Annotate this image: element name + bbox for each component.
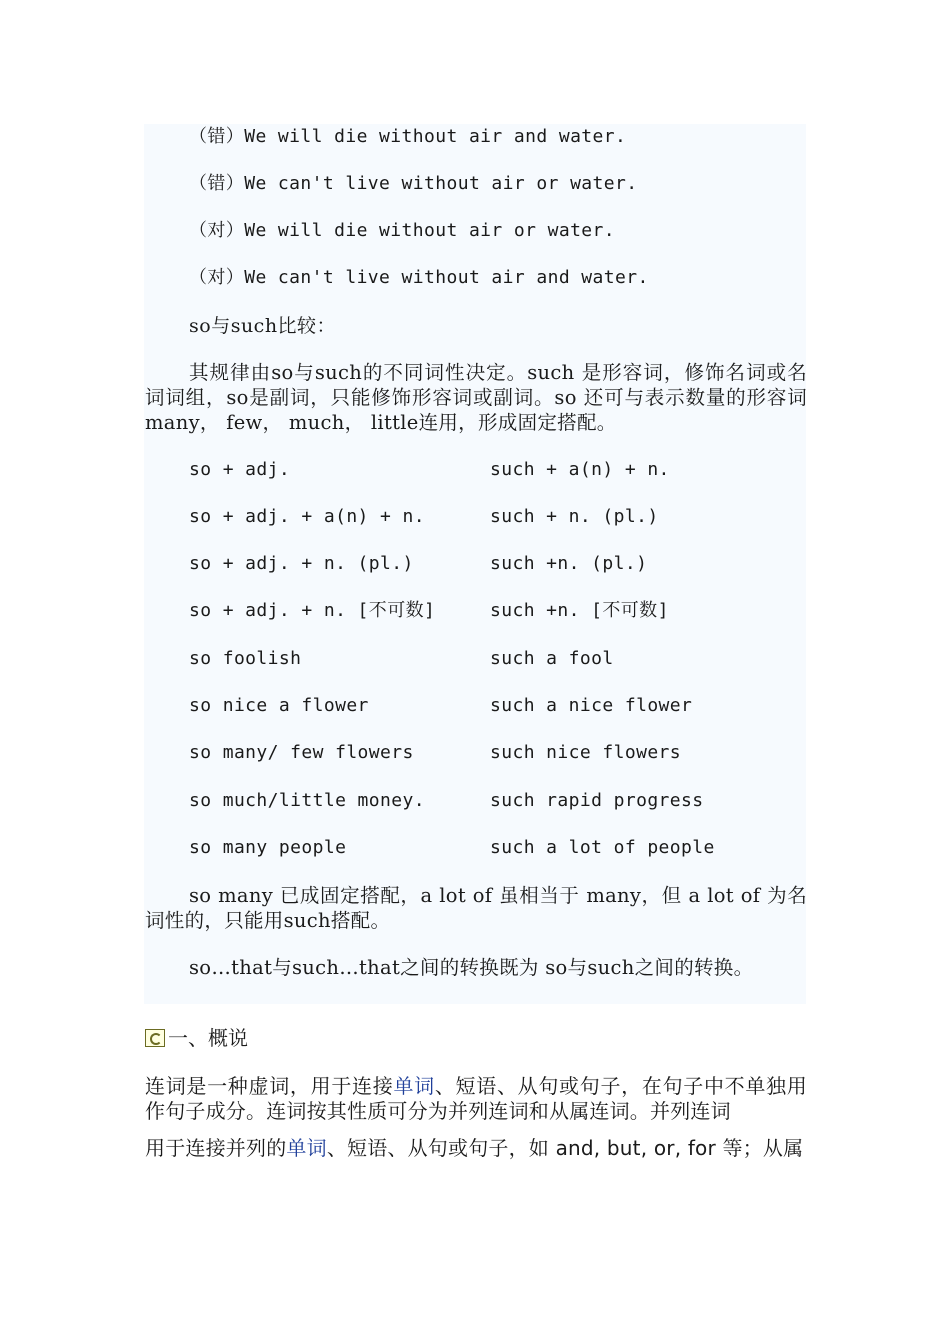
mark-wrong: （错） xyxy=(189,126,245,147)
such-example: such a nice flower xyxy=(490,695,693,716)
mark-wrong: （错） xyxy=(189,173,245,194)
mark-right: （对） xyxy=(189,220,245,241)
example-text: We can't live without air and water. xyxy=(244,267,649,288)
word-link[interactable]: 单词 xyxy=(286,1136,327,1160)
example-text: We can't live without air or water. xyxy=(244,173,638,194)
so-pattern: so + adj. xyxy=(189,459,291,480)
so-pattern: so + adj. + n. (pl.) xyxy=(189,553,414,574)
note-paragraph: so many 已成固定搭配，a lot of 虽相当于 many，但 a lot of 为名词性的，只能用such搭配。 xyxy=(145,884,807,932)
so-example: so foolish xyxy=(189,648,302,669)
compare-title: so与such比较： xyxy=(189,315,337,337)
body-paragraph-1 xyxy=(145,1074,807,1124)
section-heading-text: 一、概说 xyxy=(168,1026,248,1050)
such-pattern: such + n. (pl.) xyxy=(490,506,659,527)
example-line-1 xyxy=(189,125,626,149)
body-text: 连词是一种虚词，用于连接 xyxy=(145,1074,394,1098)
so-example: so many people xyxy=(189,837,347,858)
body-text: 、短语、从句或句子，如 and, but, or, for 等；从属 xyxy=(326,1136,804,1160)
mark-right: （对） xyxy=(189,267,245,288)
such-pattern: such +n. [不可数] xyxy=(490,600,669,621)
so-example: so nice a flower xyxy=(189,695,369,716)
example-line-2 xyxy=(189,172,638,196)
such-pattern: such + a(n) + n. xyxy=(490,459,670,480)
so-pattern: so + adj. + n. [不可数] xyxy=(189,600,436,621)
so-example: so many/ few flowers xyxy=(189,742,414,763)
such-example: such a lot of people xyxy=(490,837,715,858)
such-pattern: such +n. (pl.) xyxy=(490,553,648,574)
so-example: so much/little money. xyxy=(189,790,425,811)
word-link[interactable]: 单词 xyxy=(393,1074,435,1098)
example-text: We will die without air and water. xyxy=(244,126,627,147)
body-paragraph-2 xyxy=(145,1136,807,1161)
such-example: such rapid progress xyxy=(490,790,704,811)
such-example: such nice flowers xyxy=(490,742,682,763)
such-example: such a fool xyxy=(490,648,614,669)
section-heading xyxy=(145,1026,248,1050)
body-text: 用于连接并列的 xyxy=(145,1136,287,1160)
body-text: 、短语、从句或句子，在句子中不单独用作句子成分。连词按其性质可分为并列连词和从属连词。并列连词 xyxy=(145,1074,807,1123)
note-icon xyxy=(145,1029,165,1047)
transform-paragraph: so…that与such…that之间的转换既为 so与such之间的转换。 xyxy=(189,956,754,979)
example-line-4 xyxy=(189,266,649,290)
so-pattern: so + adj. + a(n) + n. xyxy=(189,506,425,527)
rule-paragraph: 其规律由so与such的不同词性决定。such 是形容词，修饰名词或名词词组，so是副词，只能修饰形容词或副词。so 还可与表示数量的形容词many， few， much， little连用，形成固定搭配。 xyxy=(145,361,807,434)
example-line-3 xyxy=(189,219,615,243)
example-text: We will die without air or water. xyxy=(244,220,616,241)
